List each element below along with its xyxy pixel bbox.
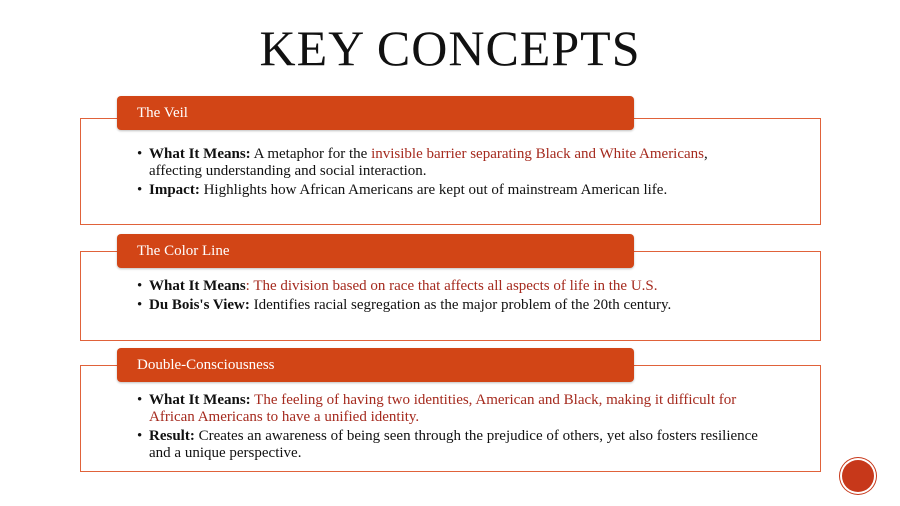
bullet-item	[137, 297, 762, 314]
bullet-item	[137, 278, 762, 295]
circle-nav-button-icon[interactable]	[842, 460, 874, 492]
bullet-item	[137, 428, 762, 462]
bullet-item	[137, 182, 762, 199]
bullet-label: What It Means:	[149, 146, 251, 162]
section-header-the-color-line: The Color Line	[117, 234, 634, 268]
bullet-text: A metaphor for the	[250, 146, 372, 162]
section-bullets-double-consciousness	[137, 392, 762, 464]
section-bullets-the-color-line	[137, 278, 762, 316]
bullet-label: What It Means	[149, 278, 246, 294]
bullet-text: Highlights how African Americans are kept out of mainstream American life.	[199, 182, 668, 198]
bullet-label: Result:	[149, 428, 195, 444]
bullet-label: What It Means:	[149, 392, 251, 408]
bullet-item	[137, 392, 762, 426]
bullet-highlight: : The division based on race that affects all aspects of life in the U.S.	[245, 278, 658, 294]
section-header-the-veil: The Veil	[117, 96, 634, 130]
bullet-text: Identifies racial segregation as the major problem of the 20th century.	[249, 297, 672, 313]
slide-title: KEY CONCEPTS	[259, 20, 641, 76]
section-bullets-the-veil	[137, 146, 762, 201]
bullet-dot-icon: •	[137, 182, 143, 198]
bullet-text: Creates an awareness of being seen through the prejudice of others, yet also fosters resilience and a unique perspective.	[149, 428, 758, 461]
bullet-dot-icon: •	[137, 392, 143, 408]
section-header-double-consciousness: Double-Consciousness	[117, 348, 634, 382]
bullet-highlight: invisible barrier separating Black and White Americans	[371, 146, 705, 162]
bullet-item	[137, 146, 762, 180]
bullet-dot-icon: •	[137, 428, 143, 444]
bullet-dot-icon: •	[137, 297, 143, 313]
bullet-text-after: , affecting understanding and social interaction.	[149, 146, 708, 179]
bullet-dot-icon: •	[137, 146, 143, 162]
bullet-highlight: The feeling of having two identities, American and Black, making it difficult for African Americans to have a unified identity.	[149, 392, 737, 425]
bullet-label: Impact:	[149, 182, 200, 198]
bullet-dot-icon: •	[137, 278, 143, 294]
bullet-label: Du Bois's View:	[149, 297, 250, 313]
